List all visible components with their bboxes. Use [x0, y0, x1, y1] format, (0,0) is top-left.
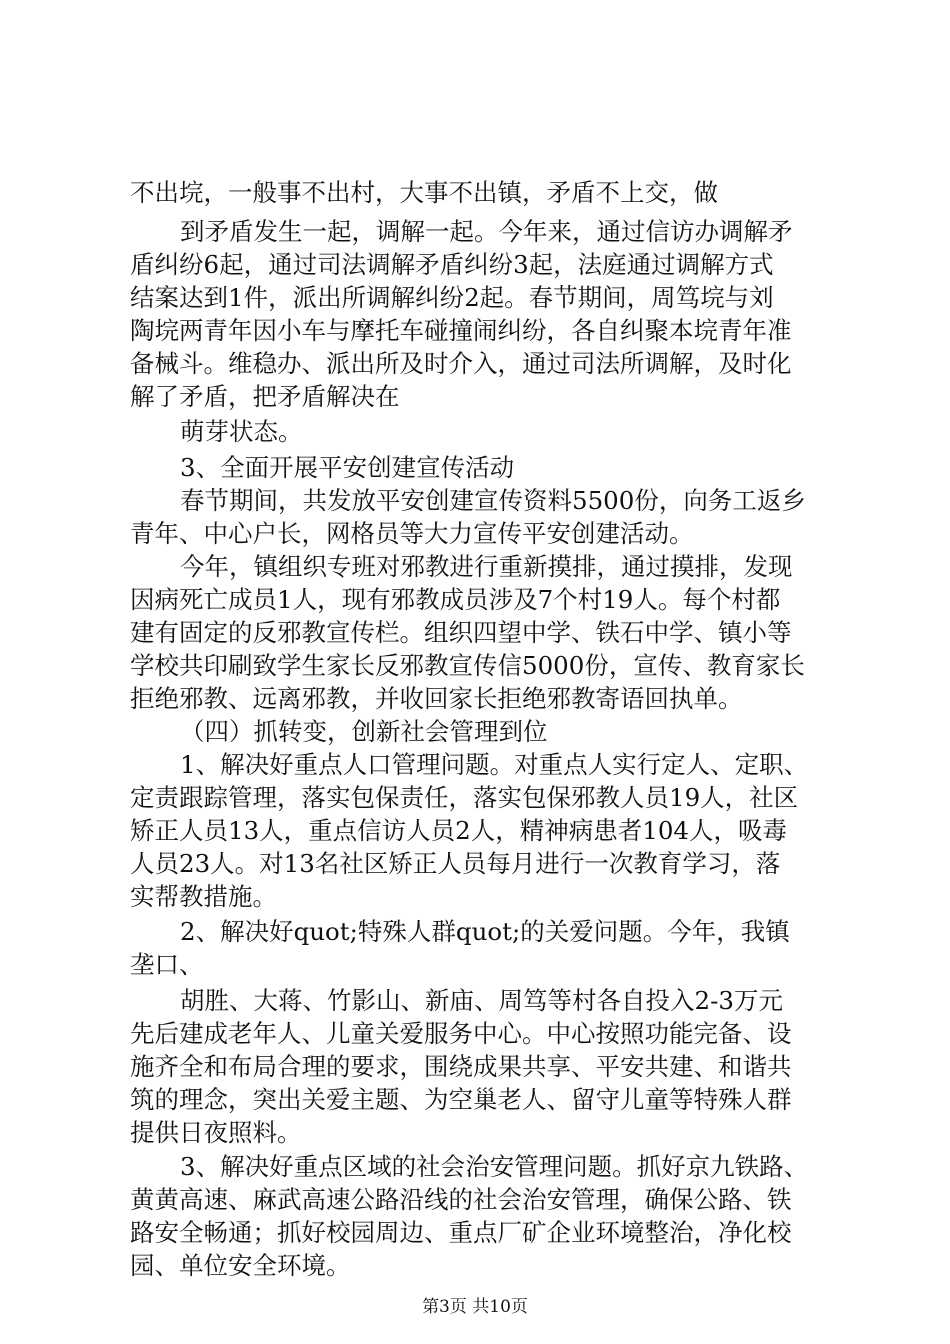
text-line: 先后建成老年人、儿童关爱服务中心。中心按照功能完备、设	[130, 1019, 792, 1048]
text-line: 陶垸两青年因小车与摩托车碰撞闹纠纷，各自纠聚本垸青年准	[130, 316, 792, 345]
text-line: 不出垸，一般事不出村，大事不出镇，矛盾不上交，做	[130, 178, 718, 207]
text-line: 盾纠纷6起，通过司法调解矛盾纠纷3起，法庭通过调解方式	[130, 250, 774, 279]
text-line: 春节期间，共发放平安创建宣传资料5500份，向务工返乡	[180, 486, 806, 515]
text-line: 实帮教措施。	[130, 882, 277, 911]
text-line: 人员23人。对13名社区矫正人员每月进行一次教育学习，落	[130, 849, 781, 878]
text-line: 施齐全和布局合理的要求，围绕成果共享、平安共建、和谐共	[130, 1052, 792, 1081]
text-line: 筑的理念，突出关爱主题、为空巢老人、留守儿童等特殊人群	[130, 1085, 792, 1114]
text-line: 今年，镇组织专班对邪教进行重新摸排，通过摸排，发现	[180, 552, 793, 581]
section-heading: 3、全面开展平安创建宣传活动	[180, 453, 515, 482]
text-line: 结案达到1件，派出所调解纠纷2起。春节期间，周笃垸与刘	[130, 283, 774, 312]
text-line: 拒绝邪教、远离邪教，并收回家长拒绝邪教寄语回执单。	[130, 684, 743, 713]
text-line: 备械斗。维稳办、派出所及时介入，通过司法所调解，及时化	[130, 349, 792, 378]
text-line: 学校共印刷致学生家长反邪教宣传信5000份，宣传、教育家长	[130, 651, 805, 680]
text-line: 建有固定的反邪教宣传栏。组织四望中学、铁石中学、镇小等	[130, 618, 792, 647]
text-line: 1、解决好重点人口管理问题。对重点人实行定人、定职、	[180, 750, 809, 779]
text-line: 矫正人员13人，重点信访人员2人，精神病患者104人，吸毒	[130, 816, 788, 845]
text-line: 垄口、	[130, 950, 204, 979]
page-number-footer: 第3页 共10页	[422, 1297, 528, 1317]
text-line: 青年、中心户长，网格员等大力宣传平安创建活动。	[130, 519, 694, 548]
text-line: 因病死亡成员1人，现有邪教成员涉及7个村19人。每个村都	[130, 585, 781, 614]
text-line: 到矛盾发生一起，调解一起。今年来，通过信访办调解矛	[180, 217, 793, 246]
text-line: 园、单位安全环境。	[130, 1251, 351, 1280]
text-line: 定责跟踪管理，落实包保责任，落实包保邪教人员19人，社区	[130, 783, 799, 812]
text-line: 提供日夜照料。	[130, 1118, 302, 1147]
text-line: 2、解决好quot;特殊人群quot;的关爱问题。今年，我镇	[180, 917, 790, 946]
text-line: 胡胜、大蒋、竹影山、新庙、周笃等村各自投入2-3万元	[180, 986, 783, 1015]
text-line: 路安全畅通；抓好校园周边、重点厂矿企业环境整治，净化校	[130, 1218, 792, 1247]
text-line: 黄黄高速、麻武高速公路沿线的社会治安管理，确保公路、铁	[130, 1185, 792, 1214]
text-line: 萌芽状态。	[180, 417, 303, 446]
text-line: 解了矛盾，把矛盾解决在	[130, 382, 400, 411]
section-heading: （四）抓转变，创新社会管理到位	[180, 717, 548, 746]
text-line: 3、解决好重点区域的社会治安管理问题。抓好京九铁路、	[180, 1152, 809, 1181]
